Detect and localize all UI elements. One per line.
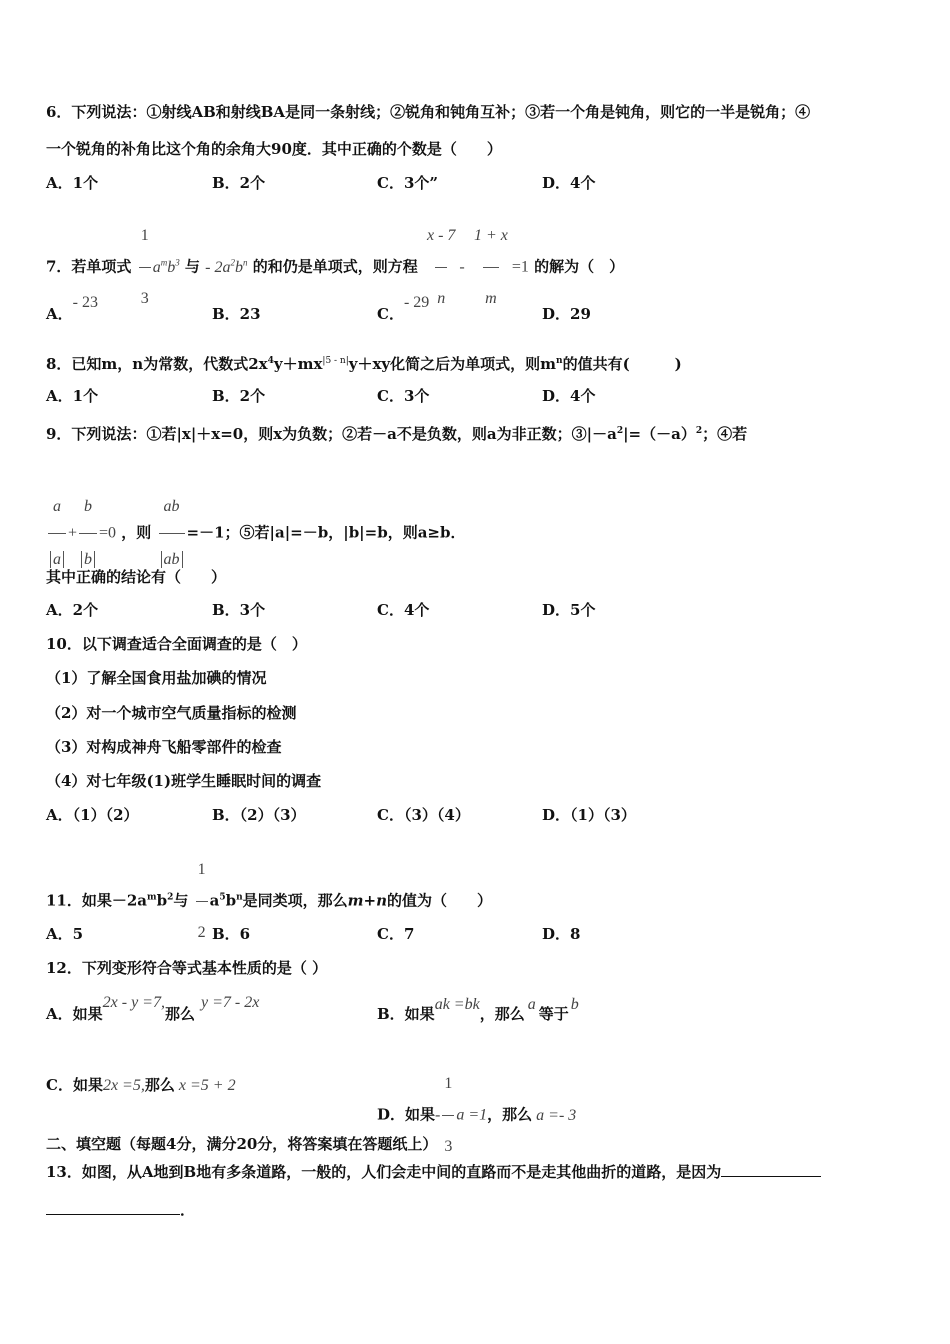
q7-option-c: C．- 29 (377, 294, 430, 323)
q7-eq-fraction1 (425, 206, 457, 329)
q10-item-2: （2）对一个城市空气质量指标的检测 (46, 704, 297, 722)
q7-eq-minus: - (459, 258, 465, 276)
q9-stem-line3: 其中正确的结论有（ ） (46, 568, 227, 586)
q11-option-c: C．7 (377, 925, 415, 943)
q13-answer-blank-2[interactable] (46, 1198, 180, 1215)
q11-stem: 11．如果$-2a^mb^2$与 $\frac{1}{2}$ $a^5b^n$是同类项，那么m+n的值为（ ） (46, 840, 492, 963)
q7-mono2: - $2a^2b^n$ (205, 257, 248, 276)
q11-option-b: B．6 (212, 925, 251, 943)
q7-eq-rhs: =1 (511, 258, 529, 276)
q9-stem-line1: 9．下列说法：①若|x|＋x=0，则x为负数；②若－a不是负数，则a为非正数；$③|-a^2|=(-a)^2$；④若 (46, 425, 748, 443)
section2-title: 二、填空题（每题4分，满分20分，将答案填在答题纸上） (46, 1135, 438, 1153)
q9-fraction3: $\frac{ab}{ab}$ (159, 482, 185, 585)
q7-prefix: 7．若单项式 (46, 257, 132, 276)
q12-option-d: D．如果- $\frac{1}{3}$ a =1，那么 a =- 3 (377, 1054, 576, 1177)
q7-mono1-den: 3 (139, 267, 151, 329)
q9-option-d: D．5个 (542, 601, 596, 619)
q7-option-a-value: - 23 (72, 294, 98, 311)
q9-option-c: C．4个 (377, 601, 430, 619)
q10-item-3: （3）对构成神舟飞船零部件的检查 (46, 738, 282, 756)
q7-mono1-var: $a^mb^3$ (152, 257, 180, 276)
q6-stem-line2: 一个锐角的补角比这个角的余角大90度．其中正确的个数是（ ） (46, 140, 502, 158)
q9-fraction1: $\frac{a}{a}$ (48, 482, 66, 585)
q10-item-1: （1）了解全国食用盐加碘的情况 (46, 669, 267, 687)
q7-eq-f1-den: n (435, 267, 447, 329)
q8-option-c: C．3个 (377, 387, 430, 405)
q7-mono1-fraction (139, 206, 151, 329)
q13-stem: 13．如图，从A地到B地有多条道路，一般的，人们会走中间的直路而不是走其他曲折的道路，是因为 (46, 1160, 821, 1182)
q12-stem: 12．下列变形符合等式基本性质的是（ ） (46, 959, 328, 977)
q9-stem-line2: $\frac{a}{a}$ + $\frac{b}{b}$ =0 ，则 $\frac{ab}{ab}$ =－1；⑤若|a|=－b，|b|=b，则a≥b． (46, 482, 465, 585)
q13-answer-blank-1[interactable] (721, 1160, 821, 1177)
q12-option-c: C．如果2x =5,那么 x =5 + 2 (46, 1076, 236, 1094)
q11-option-a: A．5 (46, 925, 84, 943)
q12-option-b: B．如果ak =bk，那么a等于b (377, 996, 579, 1023)
q7-mid2: 的和仍是单项式，则方程 (252, 257, 418, 276)
q7-suffix: 的解为（ ） (534, 257, 625, 276)
q7-mid: 与 (184, 257, 200, 276)
q7-option-b: B．23 (212, 305, 261, 323)
q6-stem-line1: 6．下列说法：①射线AB和射线BA是同一条射线；②锐角和钝角互补；③若一个角是钝角，则它的一半是锐角；④ (46, 103, 811, 121)
q10-option-a: A．（1）（2） (46, 806, 139, 824)
q7-eq-f2-den: m (483, 267, 499, 329)
q6-option-d: D．4个 (542, 174, 596, 192)
q6-option-a: A．1个 (46, 174, 99, 192)
q8-option-b: B．2个 (212, 387, 266, 405)
q10-option-b: B．（2）（3） (212, 806, 306, 824)
q7-eq-f2-num: 1 + x (473, 227, 508, 244)
q7-mono1-num: 1 (140, 227, 149, 244)
q7-option-a: A．- 23 (46, 294, 98, 323)
q6-option-c: C．3个” (377, 174, 439, 192)
q7-stem (46, 206, 624, 329)
q9-option-b: B．3个 (212, 601, 266, 619)
q11-option-d: D．8 (542, 925, 581, 943)
q8-option-d: D．4个 (542, 387, 596, 405)
q10-stem: 10．以下调查适合全面调查的是（ ） (46, 635, 307, 653)
q9-option-a: A．2个 (46, 601, 99, 619)
q8-option-a: A．1个 (46, 387, 99, 405)
q7-eq-fraction2 (472, 206, 510, 329)
q9-fraction2: $\frac{b}{b}$ (79, 482, 97, 585)
q13-line2: ． (46, 1198, 195, 1220)
q12-option-a: A．如果2x - y =7,那么y =7 - 2x (46, 994, 260, 1023)
q8-stem: 8．已知m，n为常数，代数式$2x^4y+mx^{|5 - n|}y+xy$化简之后为单项式，则$m^n$的值共有( ) (46, 355, 682, 373)
q11-fraction: $\frac{1}{2}$ (196, 840, 208, 963)
q10-item-4: （4）对七年级(1)班学生睡眠时间的调查 (46, 772, 322, 790)
q6-option-b: B．2个 (212, 174, 266, 192)
q7-option-c-value: - 29 (403, 294, 430, 311)
q7-eq-f1-num: x - 7 (426, 227, 456, 244)
q7-option-d: D．29 (542, 305, 591, 323)
q10-option-c: C．（3）（4） (377, 806, 470, 824)
q10-option-d: D．（1）（3） (542, 806, 636, 824)
q12-d-fraction: $\frac{1}{3}$ (442, 1054, 454, 1177)
